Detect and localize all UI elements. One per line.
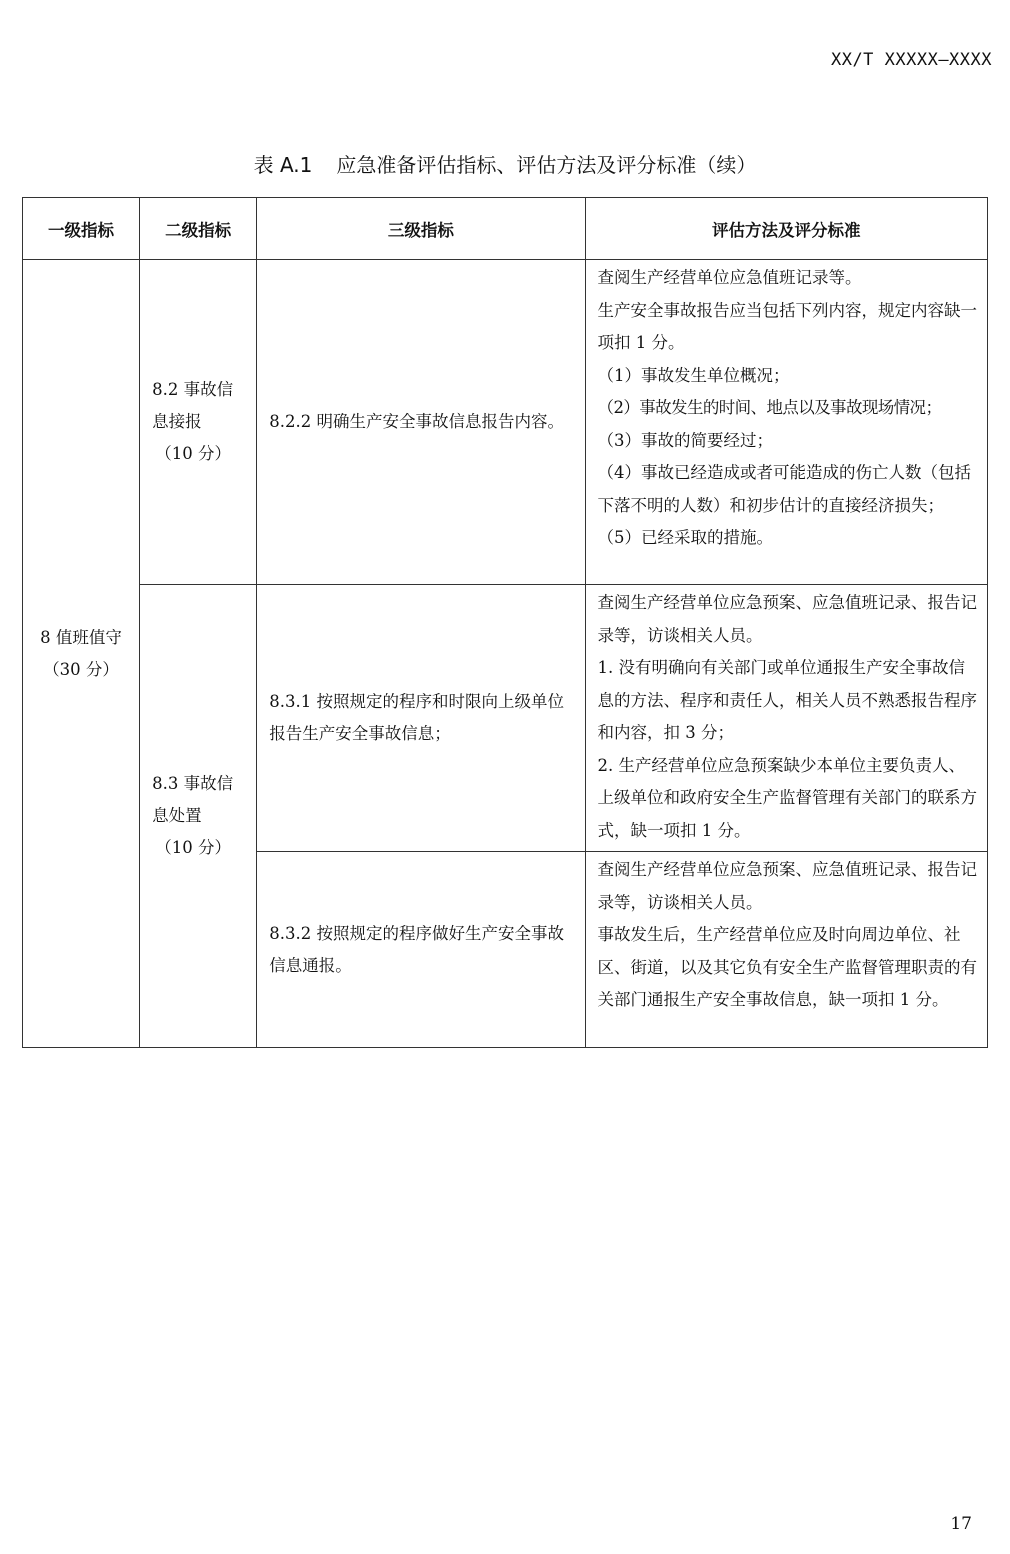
page-number: 17 xyxy=(950,1514,972,1534)
criteria-line: 查阅生产经营单位应急预案、应急值班记录、报告记录等，访谈相关人员。 xyxy=(597,593,978,645)
level1-name: 8 值班值守 xyxy=(40,627,122,647)
criteria-line: （2）事故发生的时间、地点以及事故现场情况； xyxy=(597,398,942,417)
table-header-row xyxy=(23,198,988,260)
column-header-level3: 三级指标 xyxy=(257,198,585,260)
level2-name: 8.2 事故信息接报 xyxy=(152,380,234,431)
table-row xyxy=(23,585,988,852)
level2-score: （10 分） xyxy=(155,444,232,463)
level2-cell xyxy=(140,585,257,1048)
standard-number: XX/T XXXXX—XXXX xyxy=(830,50,992,70)
level1-cell xyxy=(23,260,140,1048)
table-number: 表 A.1 xyxy=(253,153,313,177)
criteria-line: （5）已经采取的措施。 xyxy=(597,528,774,547)
evaluation-table xyxy=(22,197,988,1048)
criteria-line: 生产安全事故报告应当包括下列内容，规定内容缺一项扣 1 分。 xyxy=(597,300,978,352)
level3-text: 8.3.2 按照规定的程序做好生产安全事故信息通报。 xyxy=(269,923,564,975)
level1-score: （30 分） xyxy=(43,659,119,679)
level3-cell xyxy=(257,260,585,585)
column-header-level1: 一级指标 xyxy=(23,198,140,260)
criteria-line: （3）事故的简要经过； xyxy=(597,430,774,450)
criteria-cell xyxy=(585,260,987,585)
level3-cell xyxy=(257,585,585,852)
criteria-line: （4）事故已经造成或者可能造成的伤亡人数（包括下落不明的人数）和初步估计的直接经济损失； xyxy=(597,463,972,515)
table-title-text: 应急准备评估指标、评估方法及评分标准（续） xyxy=(336,153,757,177)
level2-name: 8.3 事故信息处置 xyxy=(152,774,234,825)
criteria-line: 2. 生产经营单位应急预案缺少本单位主要负责人、上级单位和政府安全生产监督管理有关部门的联系方式，缺一项扣 1 分。 xyxy=(597,755,978,840)
column-header-criteria: 评估方法及评分标准 xyxy=(585,198,987,260)
criteria-line: 事故发生后，生产经营单位应及时向周边单位、社区、街道，以及其它负有安全生产监督管理职责的有关部门通报生产安全事故信息，缺一项扣 1 分。 xyxy=(597,925,978,1009)
level3-cell xyxy=(257,852,585,1048)
criteria-line: 查阅生产经营单位应急预案、应急值班记录、报告记录等，访谈相关人员。 xyxy=(597,860,978,912)
criteria-cell xyxy=(585,852,987,1048)
level3-text: 8.2.2 明确生产安全事故信息报告内容。 xyxy=(269,412,564,431)
criteria-line: 查阅生产经营单位应急值班记录等。 xyxy=(597,268,862,287)
table-row xyxy=(23,260,988,585)
level2-cell xyxy=(140,260,257,585)
table-title xyxy=(0,149,1010,178)
criteria-line: 1. 没有明确向有关部门或单位通报生产安全事故信息的方法、程序和责任人，相关人员不熟悉报告程序和内容，扣 3 分； xyxy=(597,658,978,742)
criteria-cell xyxy=(585,585,987,852)
column-header-level2: 二级指标 xyxy=(140,198,257,260)
level2-score: （10 分） xyxy=(155,838,232,857)
criteria-line: （1）事故发生单位概况； xyxy=(597,365,790,385)
level3-text: 8.3.1 按照规定的程序和时限向上级单位报告生产安全事故信息； xyxy=(269,692,564,743)
